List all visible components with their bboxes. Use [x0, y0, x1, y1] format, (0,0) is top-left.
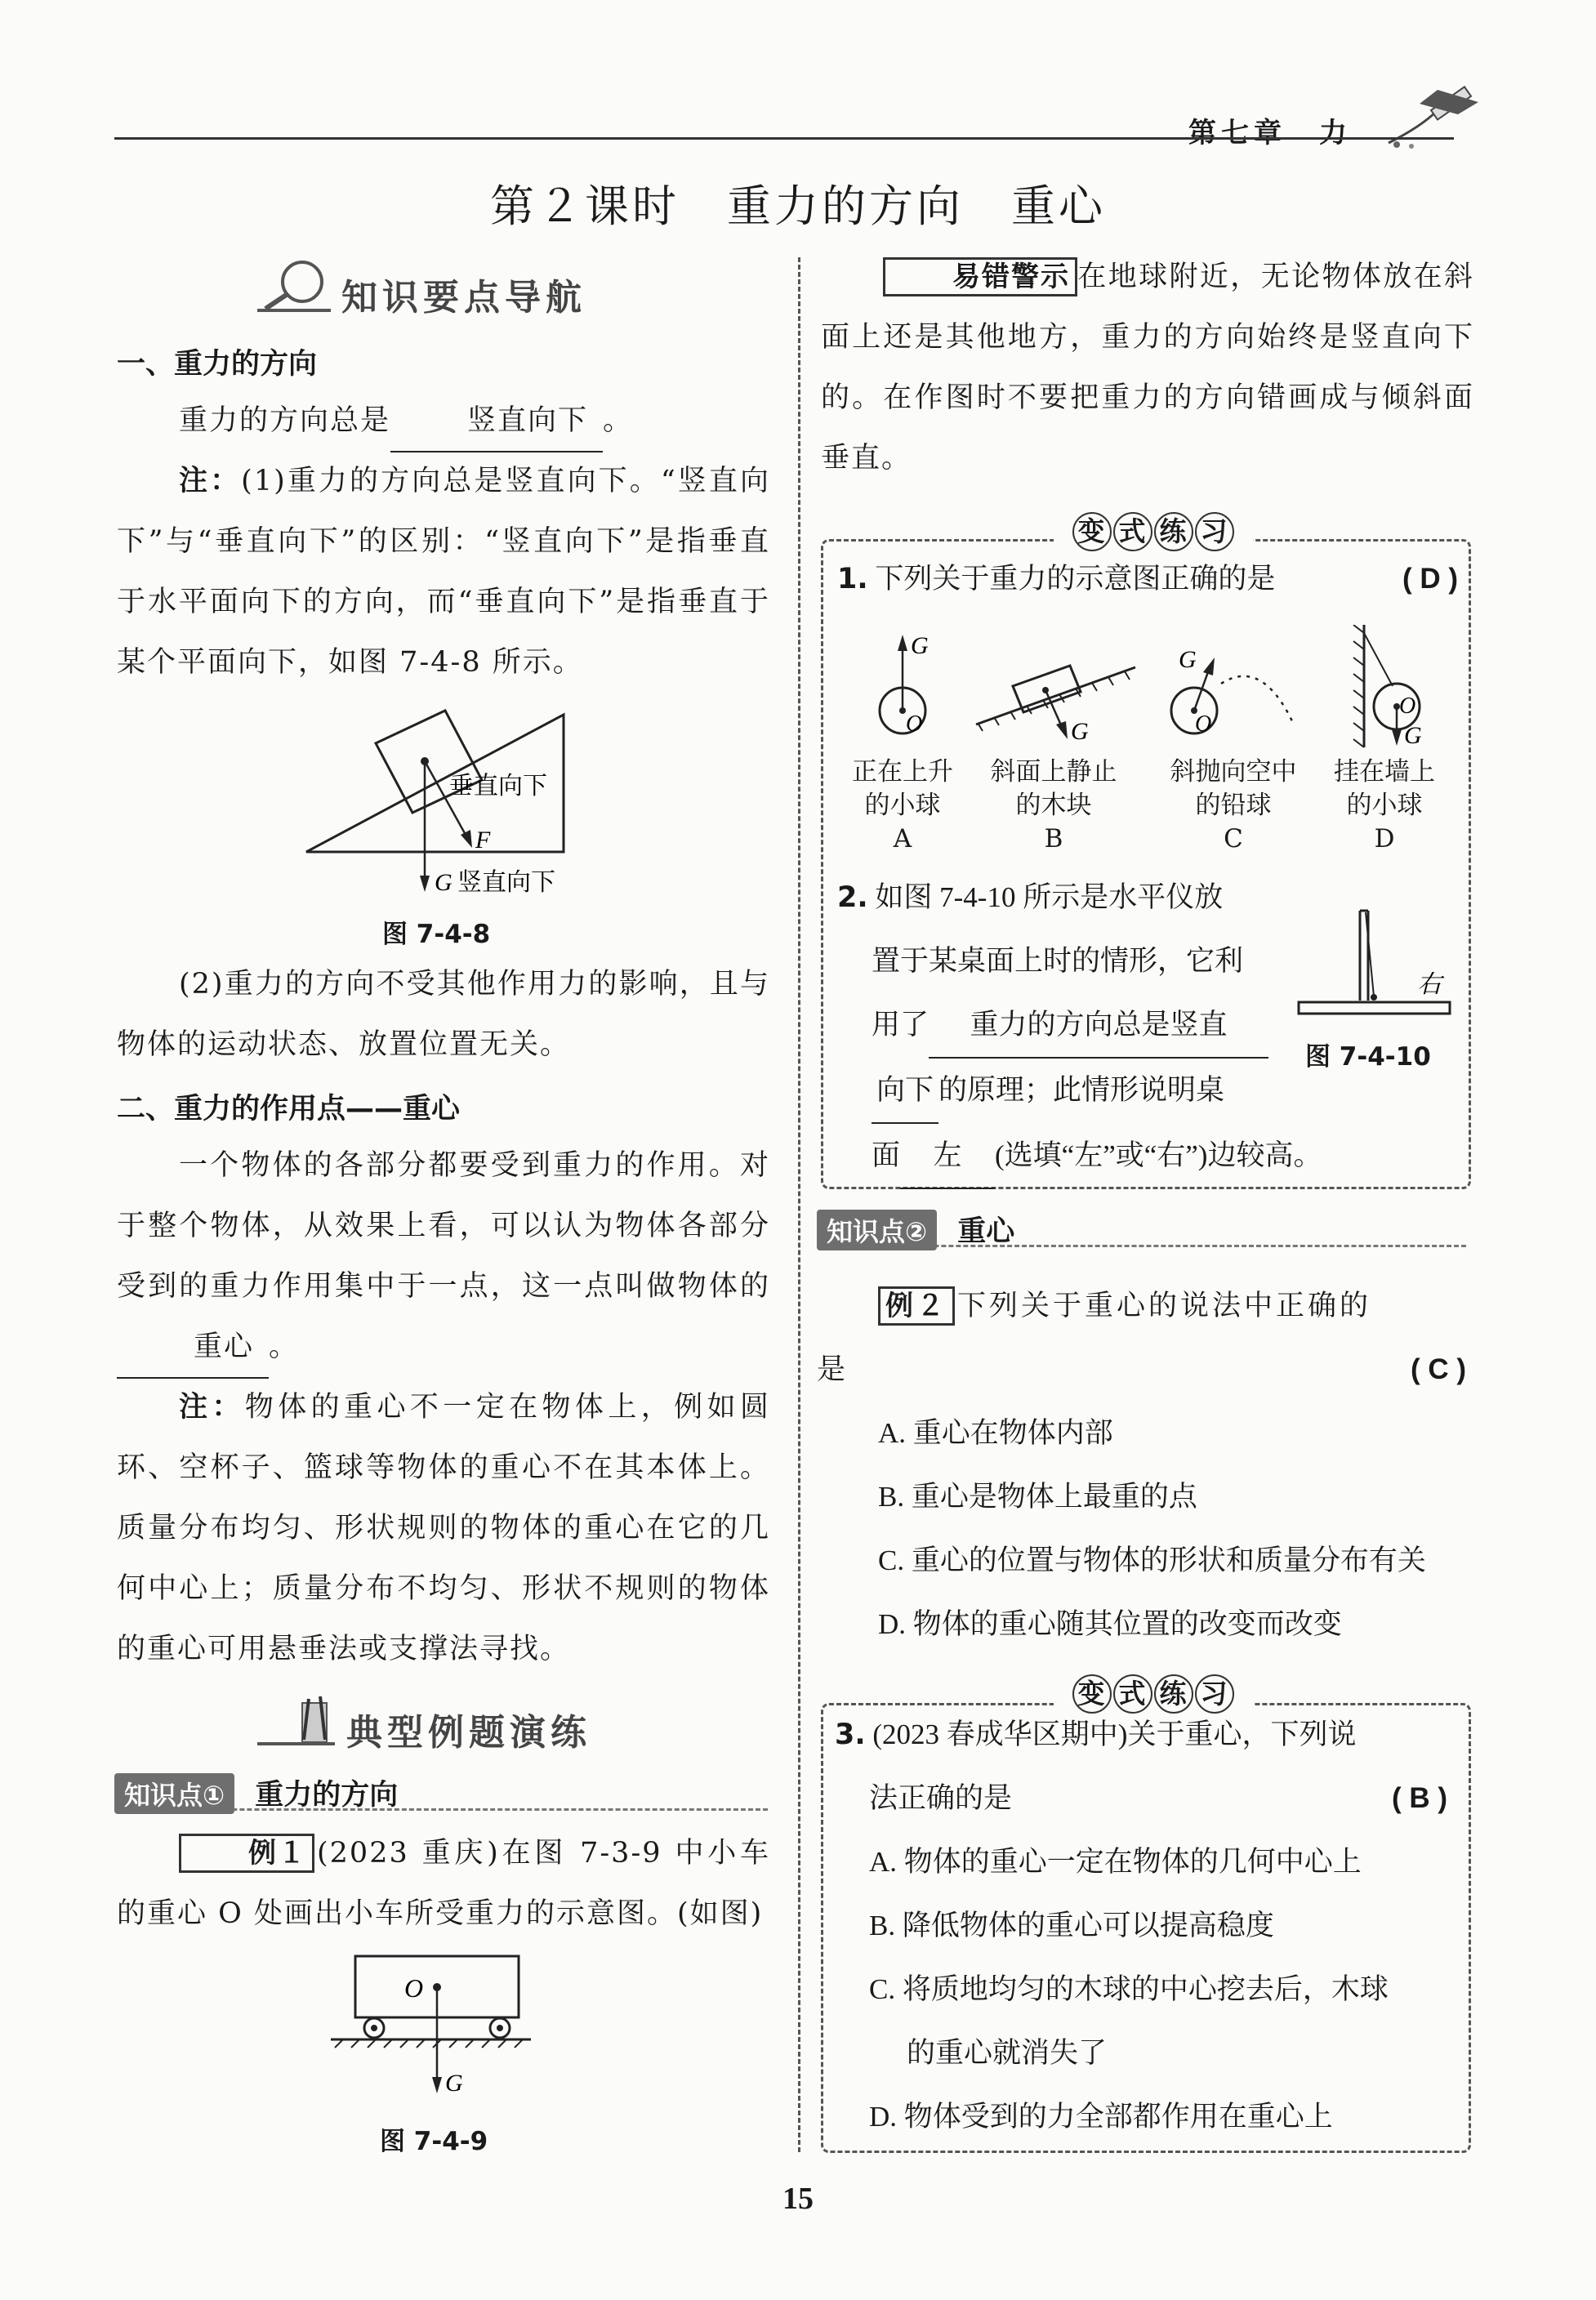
knowledge-point-tag: 知识点① — [114, 1773, 234, 1814]
option-c-label: 斜抛向空中 的铅球 C — [1170, 757, 1297, 854]
q3-option-a: A. 物体的重心一定在物体的几何中心上 — [869, 1846, 1362, 1878]
label-perpendicular-down: 垂直向下 — [449, 773, 547, 800]
svg-text:G: G — [911, 632, 929, 659]
knowledge-point-tag: 知识点② — [817, 1210, 937, 1250]
ex2-option-b: B. 重心是物体上最重的点 — [878, 1481, 1197, 1513]
label-F: F — [475, 827, 491, 854]
answer-q1: ( D ) — [1402, 563, 1458, 595]
figure-7-4-8 — [294, 702, 621, 898]
option-b-label: 斜面上静止 的木块 B — [990, 757, 1117, 854]
option-d-label: 挂在墙上 的小球 D — [1334, 757, 1435, 854]
svg-text:O: O — [906, 711, 923, 737]
figure-7-4-10 — [1291, 903, 1454, 1025]
ex2-option-d: D. 物体的重心随其位置的改变而改变 — [878, 1608, 1342, 1640]
figure-caption-7-4-10: 图 7-4-10 — [1305, 1042, 1431, 1072]
question-2: 2. 如图 7-4-10 所示是水平仪放 置于某桌面上时的情形，它利 用了 重力的方向总是竖直 向下 的原理；此情形说明桌 面 左 (选填“左”或“右”)边较高。 — [837, 866, 1278, 1189]
lesson-title: 第２课时 重力的方向 重心 — [490, 181, 1106, 232]
column-divider — [798, 257, 800, 2152]
note-2: (2)重力的方向不受其他作用力的影响，且与物体的运动状态、放置位置无关。 — [117, 968, 770, 1061]
practice-title-2: 变 式 练 习 — [1054, 1673, 1253, 1715]
note-3: 注：物体的重心不一定在物体上，例如圆环、空杯子、篮球等物体的重心不在其本体上。质量分布均匀、形状规则的物体的重心在它的几何中心上；质量分布不均匀、形状不规则的物体的重心可用悬垂法或支撑法寻找。 — [117, 1391, 770, 1665]
knowledge-point-title: 重心 — [957, 1215, 1015, 1248]
header-divider — [114, 137, 1454, 140]
chapter-label: 第七章 力 — [1188, 117, 1352, 149]
paragraph-center-of-gravity: 一个物体的各部分都要受到重力的作用。对于整个物体，从效果上看，可以认为物体各部分受到的重力作用集中于一点，这一点叫做物体的重心 。 — [117, 1135, 770, 1379]
label-G: G — [435, 869, 452, 896]
blank-vertical-down: 竖直向下 — [390, 390, 603, 452]
svg-text:G: G — [1179, 646, 1197, 673]
question-1: 1. 下列关于重力的示意图正确的是 ( D ) — [837, 547, 1458, 611]
q3-option-d: D. 物体受到的力全部都作用在重心上 — [869, 2101, 1333, 2133]
section-title-examples: 典型例题演练 — [346, 1712, 591, 1754]
paragraph-gravity-direction: 重力的方向总是 竖直向下 。 — [117, 390, 770, 452]
answer-ex2: ( C ) — [1410, 1353, 1466, 1385]
ex2-option-a: A. 重心在物体内部 — [878, 1417, 1113, 1449]
label-O: O — [404, 1973, 424, 2003]
question-1-diagrams — [837, 625, 1458, 756]
svg-text:G: G — [1404, 722, 1422, 749]
answer-q3: ( B ) — [1391, 1782, 1447, 1814]
knowledge-point-2 — [817, 1209, 1466, 1247]
svg-text:O: O — [1399, 693, 1416, 719]
practice-title-1: 变 式 练 习 — [1054, 510, 1253, 553]
label-vertical-down: 竖直向下 — [457, 869, 555, 896]
magnifier-decoration-icon — [253, 253, 339, 319]
section-title-knowledge: 知识要点导航 — [341, 277, 586, 319]
label-right: 右 — [1417, 971, 1442, 998]
pencil-cap-decoration-icon — [1380, 78, 1487, 155]
figure-7-4-9 — [323, 1948, 535, 2103]
ex2-option-c: C. 重心的位置与物体的形状和质量分布有关 — [878, 1544, 1426, 1576]
page-number: 15 — [782, 2182, 814, 2216]
q3-option-c-cont: 的重心就消失了 — [907, 2037, 1108, 2069]
blank-q2-side: 左 — [900, 1124, 995, 1189]
example-tag: 例２ — [878, 1286, 955, 1326]
svg-text:O: O — [1195, 711, 1212, 737]
example-2: 例２ 下列关于重心的说法中正确的 是 ( C ) A. 重心在物体内部 B. 重心是物体上最重的点 C. 重心的位置与物体的形状和质量分布有关 D. 物体的重心随其位置的改变而改变 — [817, 1274, 1466, 1656]
heading-gravity-direction: 一、重力的方向 — [117, 348, 318, 381]
figure-caption-7-4-8: 图 7-4-8 — [382, 920, 491, 949]
pencils-decoration-icon — [253, 1695, 343, 1752]
knowledge-point-title: 重力的方向 — [255, 1779, 399, 1812]
q3-option-c: C. 将质地均匀的木球的中心挖去后，木球 — [869, 1973, 1389, 2005]
heading-center-of-gravity: 二、重力的作用点——重心 — [117, 1093, 461, 1125]
example-1: 例１ (2023 重庆)在图 7-3-9 中小车的重心 O 处画出小车所受重力的示意图。(如图) — [117, 1823, 770, 1944]
q3-option-b: B. 降低物体的重心可以提高稳度 — [869, 1910, 1274, 1941]
question-3: 3. (2023 春成华区期中)关于重心，下列说 法正确的是 ( B ) A. 物体的重心一定在物体的几何中心上 B. 降低物体的重心可以提高稳度 C. 将质地均匀的木球的中心挖去后，木球 的重心就消失了 D. 物体受到的力全部都作用在重心上 — [835, 1703, 1456, 2149]
example-tag: 例１ — [179, 1834, 314, 1873]
warning-tag: 易错警示 — [883, 257, 1077, 296]
label-G: G — [445, 2070, 463, 2097]
blank-center-of-gravity: 重心 — [117, 1317, 269, 1379]
option-a-label: 正在上升 的小球 A — [852, 757, 953, 854]
blank-q2-principle: 重力的方向总是竖直 — [929, 993, 1268, 1059]
knowledge-point-1 — [114, 1772, 768, 1811]
figure-caption-7-4-9: 图 7-4-9 — [380, 2127, 488, 2156]
error-warning: 易错警示 在地球附近，无论物体放在斜面上还是其他地方，重力的方向始终是竖直向下的。在作图时不要把重力的方向错画成与倾斜面垂直。 — [821, 247, 1474, 488]
svg-text:G: G — [1071, 718, 1089, 745]
note-1: 注：(1)重力的方向总是竖直向下。“竖直向下”与“垂直向下”的区别：“竖直向下”是指垂直于水平面向下的方向，而“垂直向下”是指垂直于某个平面向下，如图 7-4-8 所示。 — [117, 465, 770, 679]
